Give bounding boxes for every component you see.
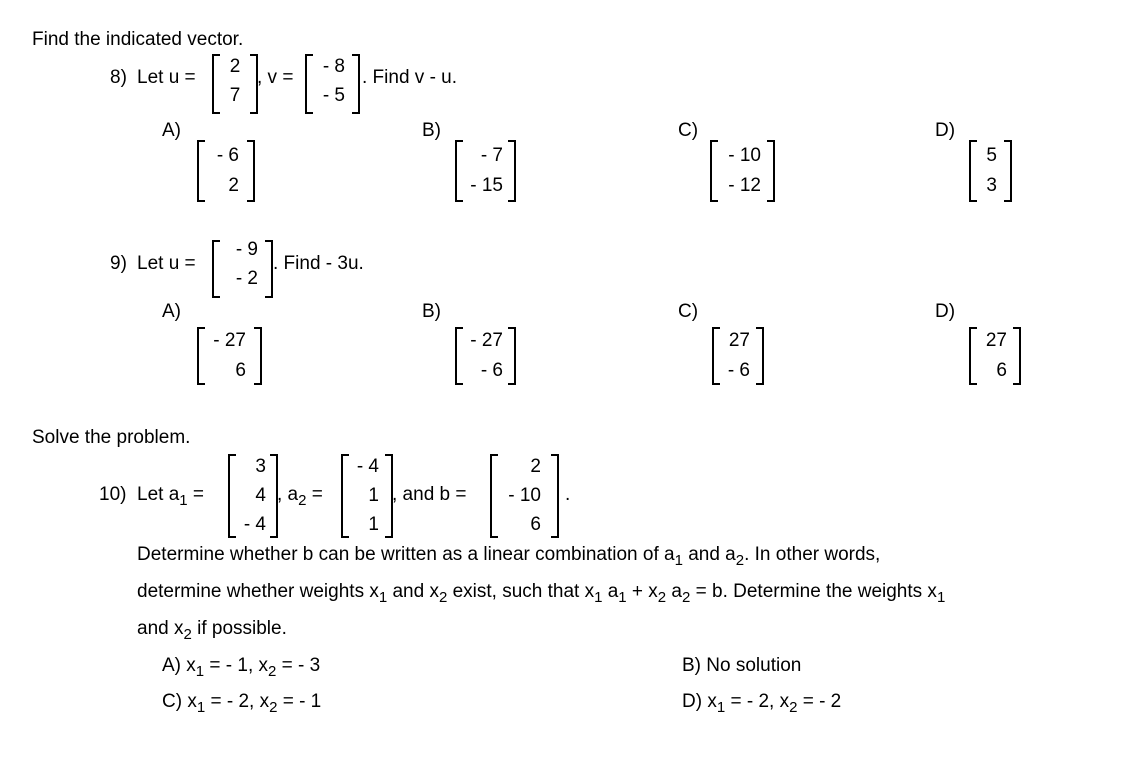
right-bracket [247,140,255,202]
answer-entry: 27 [728,330,750,351]
right-bracket [265,240,273,298]
section-heading-solve: Solve the problem. [32,427,191,448]
answer-entry: - 15 [470,175,503,196]
period: . [565,484,571,505]
answer-entry: - 27 [213,330,246,351]
question-prompt: . Find v - u. [362,67,458,88]
question-prompt: . Find - 3u. [273,253,364,274]
let-u-label: Let u = [137,67,196,88]
choice-letter-c: C) [678,120,699,141]
question-number: 10) [99,484,127,505]
right-bracket [254,327,262,385]
choice-letter-d: D) [935,301,956,322]
right-bracket [551,454,559,538]
let-u-label: Let u = [137,253,196,274]
vector-entry: 7 [229,85,241,106]
answer-entry: 3 [986,175,997,196]
choice-letter-b: B) [422,301,441,322]
choice-letter-b: B) [422,120,441,141]
answer-entry: - 6 [727,360,750,381]
right-bracket [508,327,516,385]
choice-letter-a: A) [162,301,181,322]
left-bracket [212,54,220,114]
answer-entry: 6 [235,360,246,381]
choice-b: B) No solution [682,655,802,676]
vector-entry: 1 [368,514,379,535]
right-bracket [767,140,775,202]
vector-entry: 2 [530,456,541,477]
choice-c: C) $x_1$ = - 2, $x_2$ = - 1 [162,691,322,716]
answer-entry: 6 [996,360,1007,381]
answer-entry: 27 [985,330,1007,351]
problem-text-line-2: determine whether weights $x_1$ and $x_2$ exist, such that $x_1$ $a_1 + x_2$ $a_2 = b$. Determine the weights $x_1$ [137,581,946,606]
choice-d: D) $x_1$ = - 2, $x_2$ = - 2 [682,691,842,716]
right-bracket [1013,327,1021,385]
vector-entry: - 2 [235,268,258,289]
vector-entry: - 9 [235,239,258,260]
answer-entry: - 12 [728,175,761,196]
b-label: , and b = [392,484,467,505]
right-bracket [1004,140,1012,202]
vector-entry: - 8 [322,56,345,77]
choice-a: A) $x_1$ = - 1, $x_2$ = - 3 [162,655,321,680]
a2-label: , $a_2$ = [277,484,323,509]
choice-letter-a: A) [162,120,181,141]
answer-entry: - 10 [728,145,761,166]
v-label: , v = [257,67,294,88]
vector-entry: - 5 [322,85,345,106]
left-bracket [305,54,313,114]
vector-entry: 1 [368,485,379,506]
answer-entry: - 6 [216,145,239,166]
choice-letter-d: D) [935,120,956,141]
problem-text-line-1: Determine whether b can be written as a linear combination of $a_1$ and $a_2$. In other words, [137,544,881,569]
question-number: 9) [110,253,127,274]
vector-entry: 4 [255,485,266,506]
problem-text-line-3: and $x_2$ if possible. [137,618,287,643]
answer-entry: - 27 [470,330,503,351]
answer-entry: - 7 [480,145,503,166]
right-bracket [756,327,764,385]
left-bracket [212,240,220,298]
a1-label: Let $a_1$ = [137,484,204,509]
vector-entry: - 4 [356,456,379,477]
vector-entry: - 4 [243,514,266,535]
vector-entry: 6 [530,514,541,535]
answer-entry: 2 [228,175,239,196]
vector-entry: - 10 [508,485,541,506]
vector-entry: 3 [255,456,266,477]
section-heading-find: Find the indicated vector. [32,29,244,50]
answer-entry: 5 [986,145,997,166]
choice-letter-c: C) [678,301,699,322]
question-number: 8) [110,67,127,88]
right-bracket [508,140,516,202]
vector-entry: 2 [229,56,241,77]
right-bracket [352,54,360,114]
answer-entry: - 6 [480,360,503,381]
